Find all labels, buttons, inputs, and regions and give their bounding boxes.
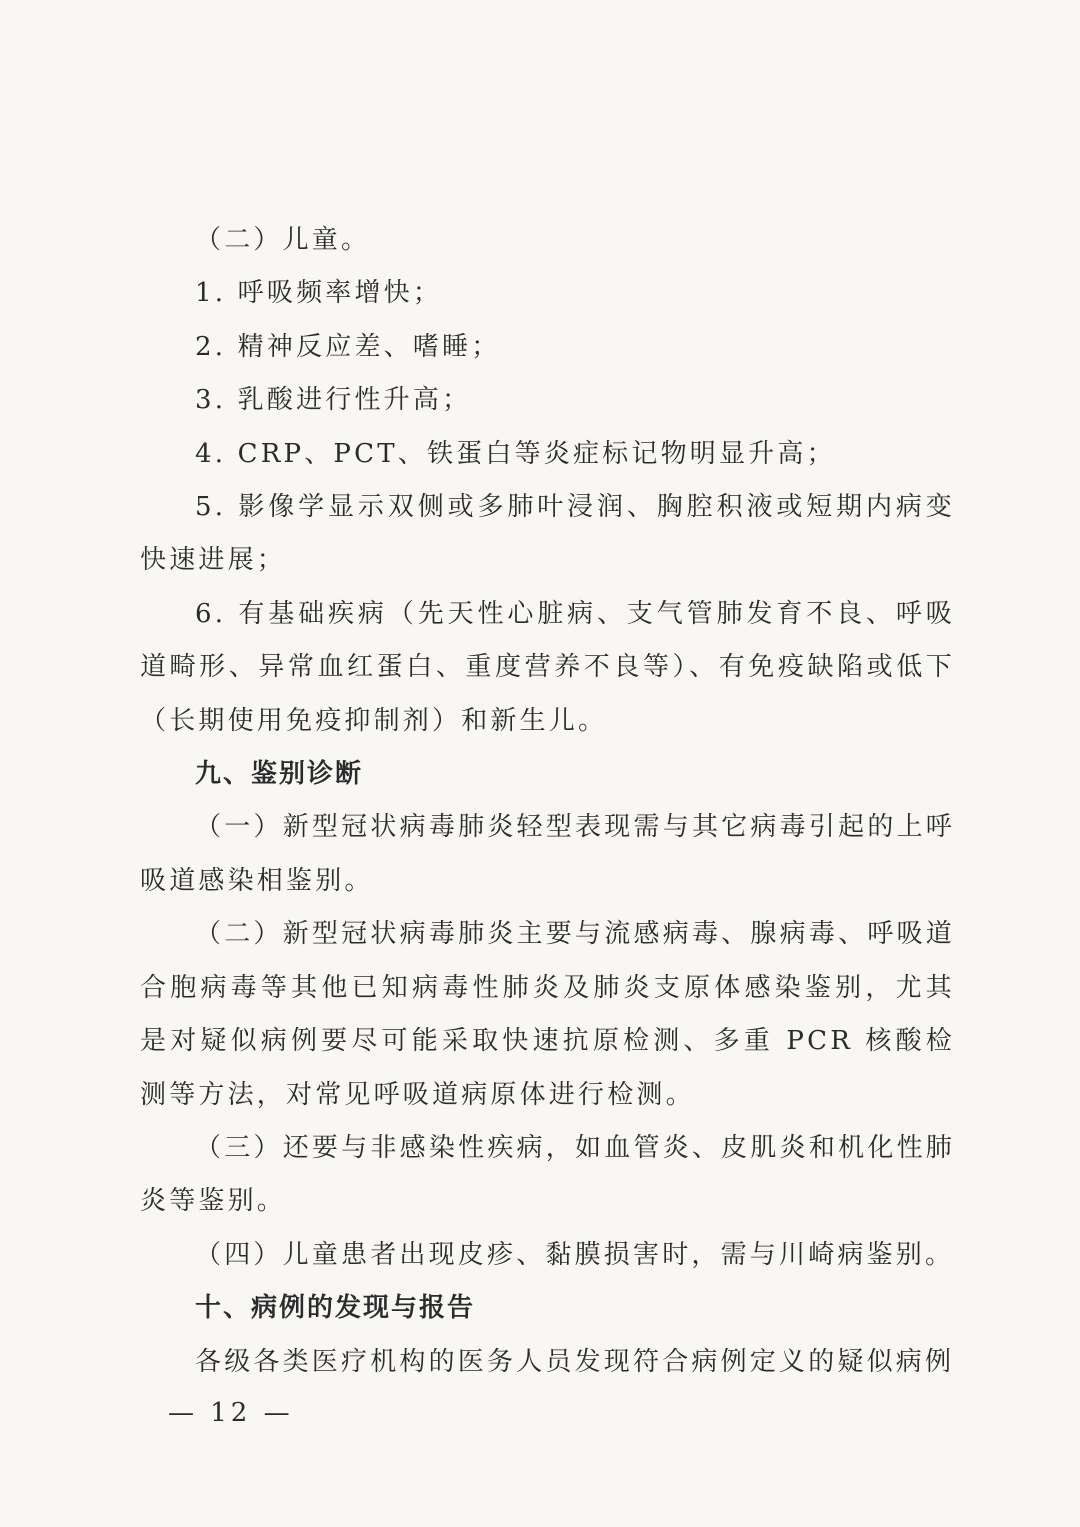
- section-heading-differential-diagnosis: 九、鉴别诊断: [195, 759, 364, 790]
- paragraph-case-reporting: 各级各类医疗机构的医务人员发现符合病例定义的疑似病例: [195, 1346, 955, 1377]
- paragraph-diagnosis-1: （一）新型冠状病毒肺炎轻型表现需与其它病毒引起的上呼吸道感染相鉴别。: [140, 812, 955, 896]
- paragraph-diagnosis-2: （二）新型冠状病毒肺炎主要与流感病毒、腺病毒、呼吸道合胞病毒等其他已知病毒性肺炎及肺炎支原体感染鉴别，尤其是对疑似病例要尽可能采取快速抗原检测、多重 PCR 核酸检测等方法，对常见呼吸道病原体进行检测。: [140, 919, 955, 1110]
- list-item-6: 6. 有基础疾病（先天性心脏病、支气管肺发育不良、呼吸道畸形、异常血红蛋白、重度营养不良等）、有免疫缺陷或低下（长期使用免疫抑制剂）和新生儿。: [140, 598, 955, 736]
- list-item-1: 1. 呼吸频率增快；: [195, 278, 443, 309]
- page-number: — 12 —: [168, 1398, 294, 1428]
- list-item-2: 2. 精神反应差、嗜睡；: [195, 331, 501, 362]
- section-heading-case-reporting: 十、病例的发现与报告: [195, 1293, 476, 1324]
- document-body: [140, 214, 955, 1389]
- paragraph-children-heading: （二）儿童。: [195, 225, 371, 255]
- paragraph-diagnosis-4: （四）儿童患者出现皮疹、黏膜损害时，需与川崎病鉴别。: [195, 1239, 955, 1270]
- paragraph-diagnosis-3: （三）还要与非感染性疾病，如血管炎、皮肌炎和机化性肺炎等鉴别。: [140, 1132, 955, 1217]
- list-item-4: 4. CRP、PCT、铁蛋白等炎症标记物明显升高；: [195, 438, 836, 469]
- list-item-3: 3. 乳酸进行性升高；: [195, 385, 472, 416]
- list-item-5: 5. 影像学显示双侧或多肺叶浸润、胸腔积液或短期内病变快速进展；: [140, 492, 955, 576]
